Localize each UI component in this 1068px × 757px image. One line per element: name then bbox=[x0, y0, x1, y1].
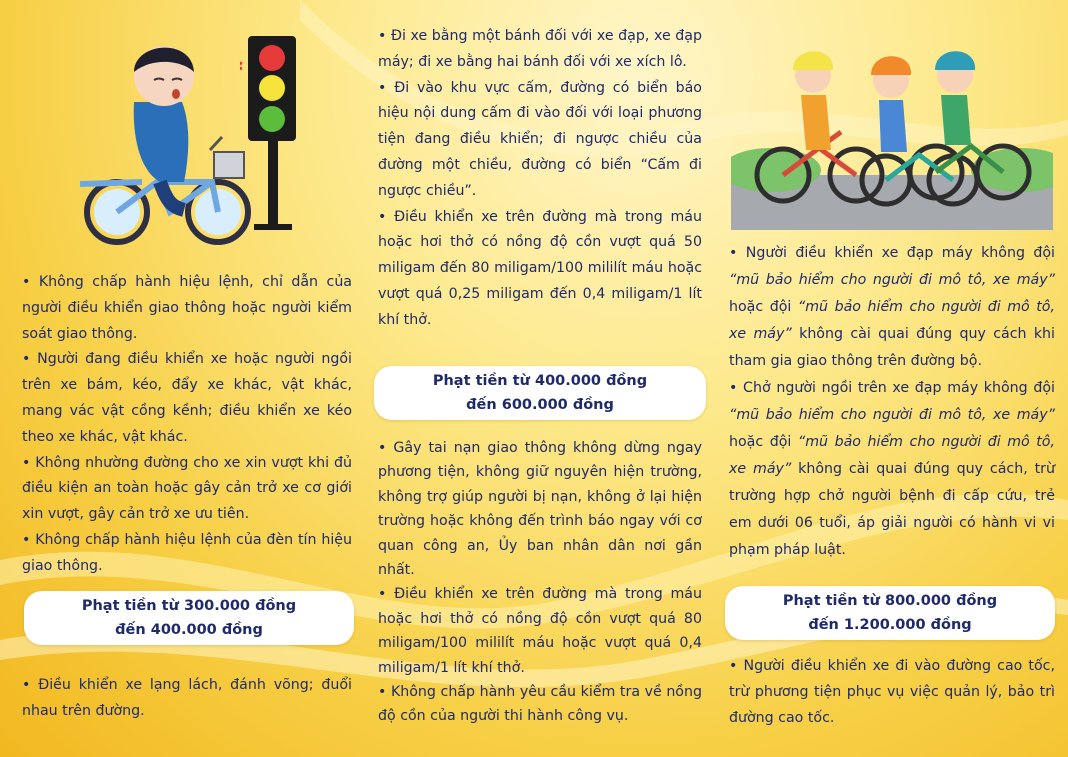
traffic-light-icon bbox=[240, 30, 330, 235]
text-span: • Chở người ngồi trên xe đạp máy không đội bbox=[729, 380, 1055, 396]
list-item: • Gây tai nạn giao thông không dừng ngay phương tiện, không giữ nguyên hiện trường, không trợ giúp người bị nạn, không ở lại hiện trường hoặc không đến trình báo ngay với cơ quan công an, Ủy ban nhân dân nơi gần nhất. bbox=[378, 440, 702, 579]
col1-violations-after bbox=[22, 673, 352, 725]
text-italic: “mũ bảo hiểm cho người đi mô tô, xe máy” bbox=[729, 407, 1055, 423]
list-item: • Người điều khiển xe đi vào đường cao tốc, trừ phương tiện phục vụ việc quản lý, bảo trì đường cao tốc. bbox=[729, 658, 1055, 726]
list-item: • Không chấp hành hiệu lệnh, chỉ dẫn của người điều khiển giao thông hoặc người kiểm soát giao thông. bbox=[22, 274, 352, 342]
text-italic: “mũ bảo hiểm cho người đi mô tô, xe máy” bbox=[729, 299, 1055, 342]
text-span: không cài quai đúng quy cách, trừ trường hợp chở người bệnh đi cấp cứu, trẻ em dưới 06 tuổi, áp giải người có hành vi vi phạm pháp luật. bbox=[729, 461, 1055, 558]
list-item: • Không nhường đường cho xe xin vượt khi đủ điều kiện an toàn hoặc gây cản trở xe cơ giới xin vượt, gây cản trở xe ưu tiên. bbox=[22, 454, 352, 523]
text-span: không cài quai đúng quy cách khi tham gia giao thông trên đường bộ. bbox=[729, 326, 1055, 369]
three-kids-cycling-helmets-illustration bbox=[731, 40, 1053, 230]
col2-violations-after bbox=[378, 436, 702, 729]
fine-line-1: Phạt tiền từ 800.000 đồng bbox=[782, 593, 998, 609]
text-span: hoặc đội bbox=[729, 434, 798, 450]
fine-badge-400k bbox=[374, 366, 706, 420]
list-item: • Không chấp hành hiệu lệnh của đèn tín hiệu giao thông. bbox=[22, 531, 352, 574]
list-item: • Điều khiển xe lạng lách, đánh võng; đuổi nhau trên đường. bbox=[22, 677, 352, 719]
fine-line-1: Phạt tiền từ 300.000 đồng bbox=[81, 598, 297, 614]
fine-badge-300k bbox=[24, 591, 354, 645]
fine-line-2: đến 400.000 đồng bbox=[115, 622, 263, 638]
text-italic: “mũ bảo hiểm cho người đi mô tô, xe máy” bbox=[729, 272, 1055, 288]
text-italic: “mũ bảo hiểm cho người đi mô tô, xe máy” bbox=[729, 434, 1055, 477]
col1-violations bbox=[22, 270, 352, 580]
col2-violations bbox=[378, 24, 702, 334]
fine-line-2: đến 600.000 đồng bbox=[466, 397, 614, 413]
col3-violations bbox=[729, 240, 1055, 564]
list-item bbox=[729, 240, 1055, 375]
list-item: • Điều khiển xe trên đường mà trong máu hoặc hơi thở có nồng độ cồn vượt quá 80 miligam/100 mililít máu hoặc vượt quá 0,4 miligam/1 lít khí thở. bbox=[378, 586, 702, 676]
fine-badge-800k bbox=[725, 586, 1055, 640]
list-item: • Không chấp hành yêu cầu kiểm tra về nồng độ cồn của người thi hành công vụ. bbox=[378, 684, 702, 725]
text-span: • Người điều khiển xe đạp máy không đội bbox=[729, 245, 1055, 261]
col3-violations-after bbox=[729, 654, 1055, 731]
list-item: • Đi xe bằng một bánh đối với xe đạp, xe đạp máy; đi xe bằng hai bánh đối với xe xích lô. bbox=[378, 28, 702, 70]
fine-line-1: Phạt tiền từ 400.000 đồng bbox=[432, 373, 648, 389]
fine-line-2: đến 1.200.000 đồng bbox=[808, 617, 972, 633]
list-item: • Đi vào khu vực cấm, đường có biển báo hiệu nội dung cấm đi vào đối với loại phương tiện đang điều khiển; đi ngược chiều của đường một chiều, đường có biển “Cấm đi ngược chiều”. bbox=[378, 79, 702, 199]
list-item: • Điều khiển xe trên đường mà trong máu hoặc hơi thở có nồng độ cồn vượt quá 50 miligam đến 80 miligam/100 mililít máu hoặc vượt quá 0,25 miligam đến 0,4 miligam/1 lít khí thở. bbox=[378, 208, 702, 328]
list-item bbox=[729, 375, 1055, 564]
list-item: • Người đang điều khiển xe hoặc người ngồi trên xe bám, kéo, đẩy xe khác, vật khác, mang vác vật cồng kềnh; điều khiển xe kéo theo xe khác, vật khác. bbox=[22, 351, 352, 445]
text-span: hoặc đội bbox=[729, 299, 798, 315]
